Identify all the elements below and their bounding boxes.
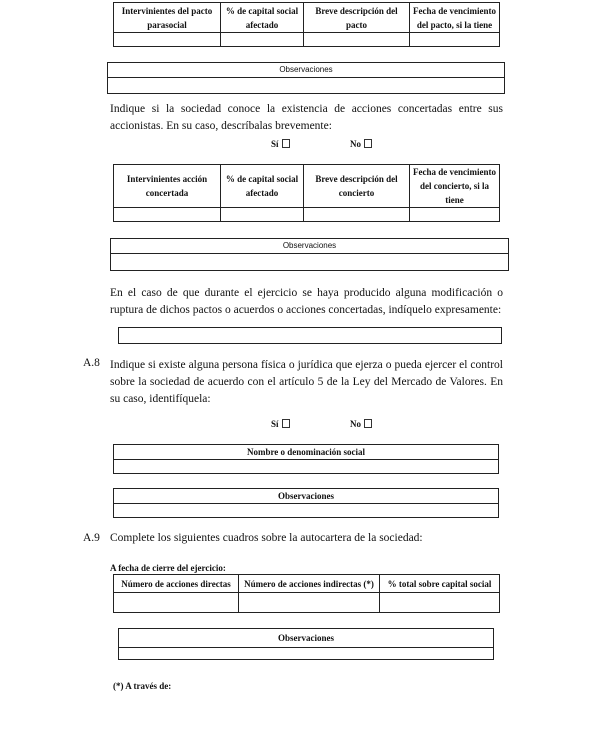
input-cell[interactable] <box>221 33 304 47</box>
section-number-a9: A.9 <box>83 532 100 544</box>
observaciones-label: Observaciones <box>119 629 493 648</box>
acciones-concertadas-text: Indique si la sociedad conoce la existencia de acciones concertadas entre sus accionistas. En su caso, descríbalas brevemente: <box>110 103 503 132</box>
input-cell[interactable] <box>114 593 239 613</box>
no-label: No <box>350 419 361 429</box>
header-intervinientes: Intervinientes acción concertada <box>114 165 221 208</box>
nombre-denominacion-label: Nombre o denominación social <box>114 445 498 460</box>
a8-observaciones-box <box>113 488 499 518</box>
observaciones-label: Observaciones <box>114 489 498 504</box>
a-traves-de-footnote: (*) A través de: <box>113 681 172 691</box>
input-cell[interactable] <box>380 593 500 613</box>
observaciones-field[interactable] <box>114 504 498 518</box>
a9-observaciones-box <box>118 628 494 660</box>
a8-si-option[interactable] <box>271 419 290 429</box>
acciones-concertadas-table <box>113 164 500 222</box>
input-cell[interactable] <box>239 593 380 613</box>
header-intervinientes: Intervinientes del pacto parasocial <box>114 3 221 33</box>
observaciones-box-2 <box>110 238 509 271</box>
input-cell[interactable] <box>410 208 500 222</box>
nombre-denominacion-box <box>113 444 499 474</box>
si-checkbox-icon[interactable] <box>282 419 290 428</box>
a8-text: Indique si existe alguna persona física o jurídica que ejerza o pueda ejercer el control sobre la sociedad de acuerdo con el artículo 5 de la Ley del Mercado de Valores. En su caso, identifíquela: <box>110 359 503 405</box>
observaciones-label: Observaciones <box>108 63 504 78</box>
input-cell[interactable] <box>304 208 410 222</box>
input-cell[interactable] <box>304 33 410 47</box>
si-checkbox-icon[interactable] <box>282 139 290 148</box>
pacto-parasocial-table <box>113 2 500 47</box>
no-option[interactable] <box>350 139 372 149</box>
section-number-a8: A.8 <box>83 357 100 369</box>
no-checkbox-icon[interactable] <box>364 419 372 428</box>
header-descripcion: Breve descripción del concierto <box>304 165 410 208</box>
modificacion-field[interactable] <box>118 327 502 344</box>
observaciones-field[interactable] <box>108 78 504 94</box>
header-vencimiento: Fecha de vencimiento del concierto, si la tiene <box>410 165 500 208</box>
input-cell[interactable] <box>221 208 304 222</box>
header-acciones-directas: Número de acciones directas <box>114 575 239 593</box>
autocartera-table <box>113 574 500 613</box>
si-label: Sí <box>271 139 279 149</box>
observaciones-field[interactable] <box>119 648 493 660</box>
nombre-denominacion-field[interactable] <box>114 460 498 474</box>
header-descripcion: Breve descripción del pacto <box>304 3 410 33</box>
a9-text: Complete los siguientes cuadros sobre la autocartera de la sociedad: <box>110 532 423 544</box>
observaciones-field[interactable] <box>111 254 508 271</box>
input-cell[interactable] <box>114 33 221 47</box>
header-capital: % de capital social afectado <box>221 3 304 33</box>
no-label: No <box>350 139 361 149</box>
header-acciones-indirectas: Número de acciones indirectas (*) <box>239 575 380 593</box>
header-capital: % de capital social afectado <box>221 165 304 208</box>
header-total-capital: % total sobre capital social <box>380 575 500 593</box>
no-checkbox-icon[interactable] <box>364 139 372 148</box>
a8-no-option[interactable] <box>350 419 372 429</box>
observaciones-box-1 <box>107 62 505 94</box>
si-option[interactable] <box>271 139 290 149</box>
input-cell[interactable] <box>410 33 500 47</box>
input-cell[interactable] <box>114 208 221 222</box>
modificacion-text: En el caso de que durante el ejercicio se haya producido alguna modificación o ruptura de dichos pactos o acuerdos o acciones concertadas, indíquelo expresamente: <box>110 287 503 316</box>
observaciones-label: Observaciones <box>111 239 508 254</box>
header-vencimiento: Fecha de vencimiento del pacto, si la tiene <box>410 3 500 33</box>
si-label: Sí <box>271 419 279 429</box>
fecha-cierre-label: A fecha de cierre del ejercicio: <box>110 563 226 573</box>
